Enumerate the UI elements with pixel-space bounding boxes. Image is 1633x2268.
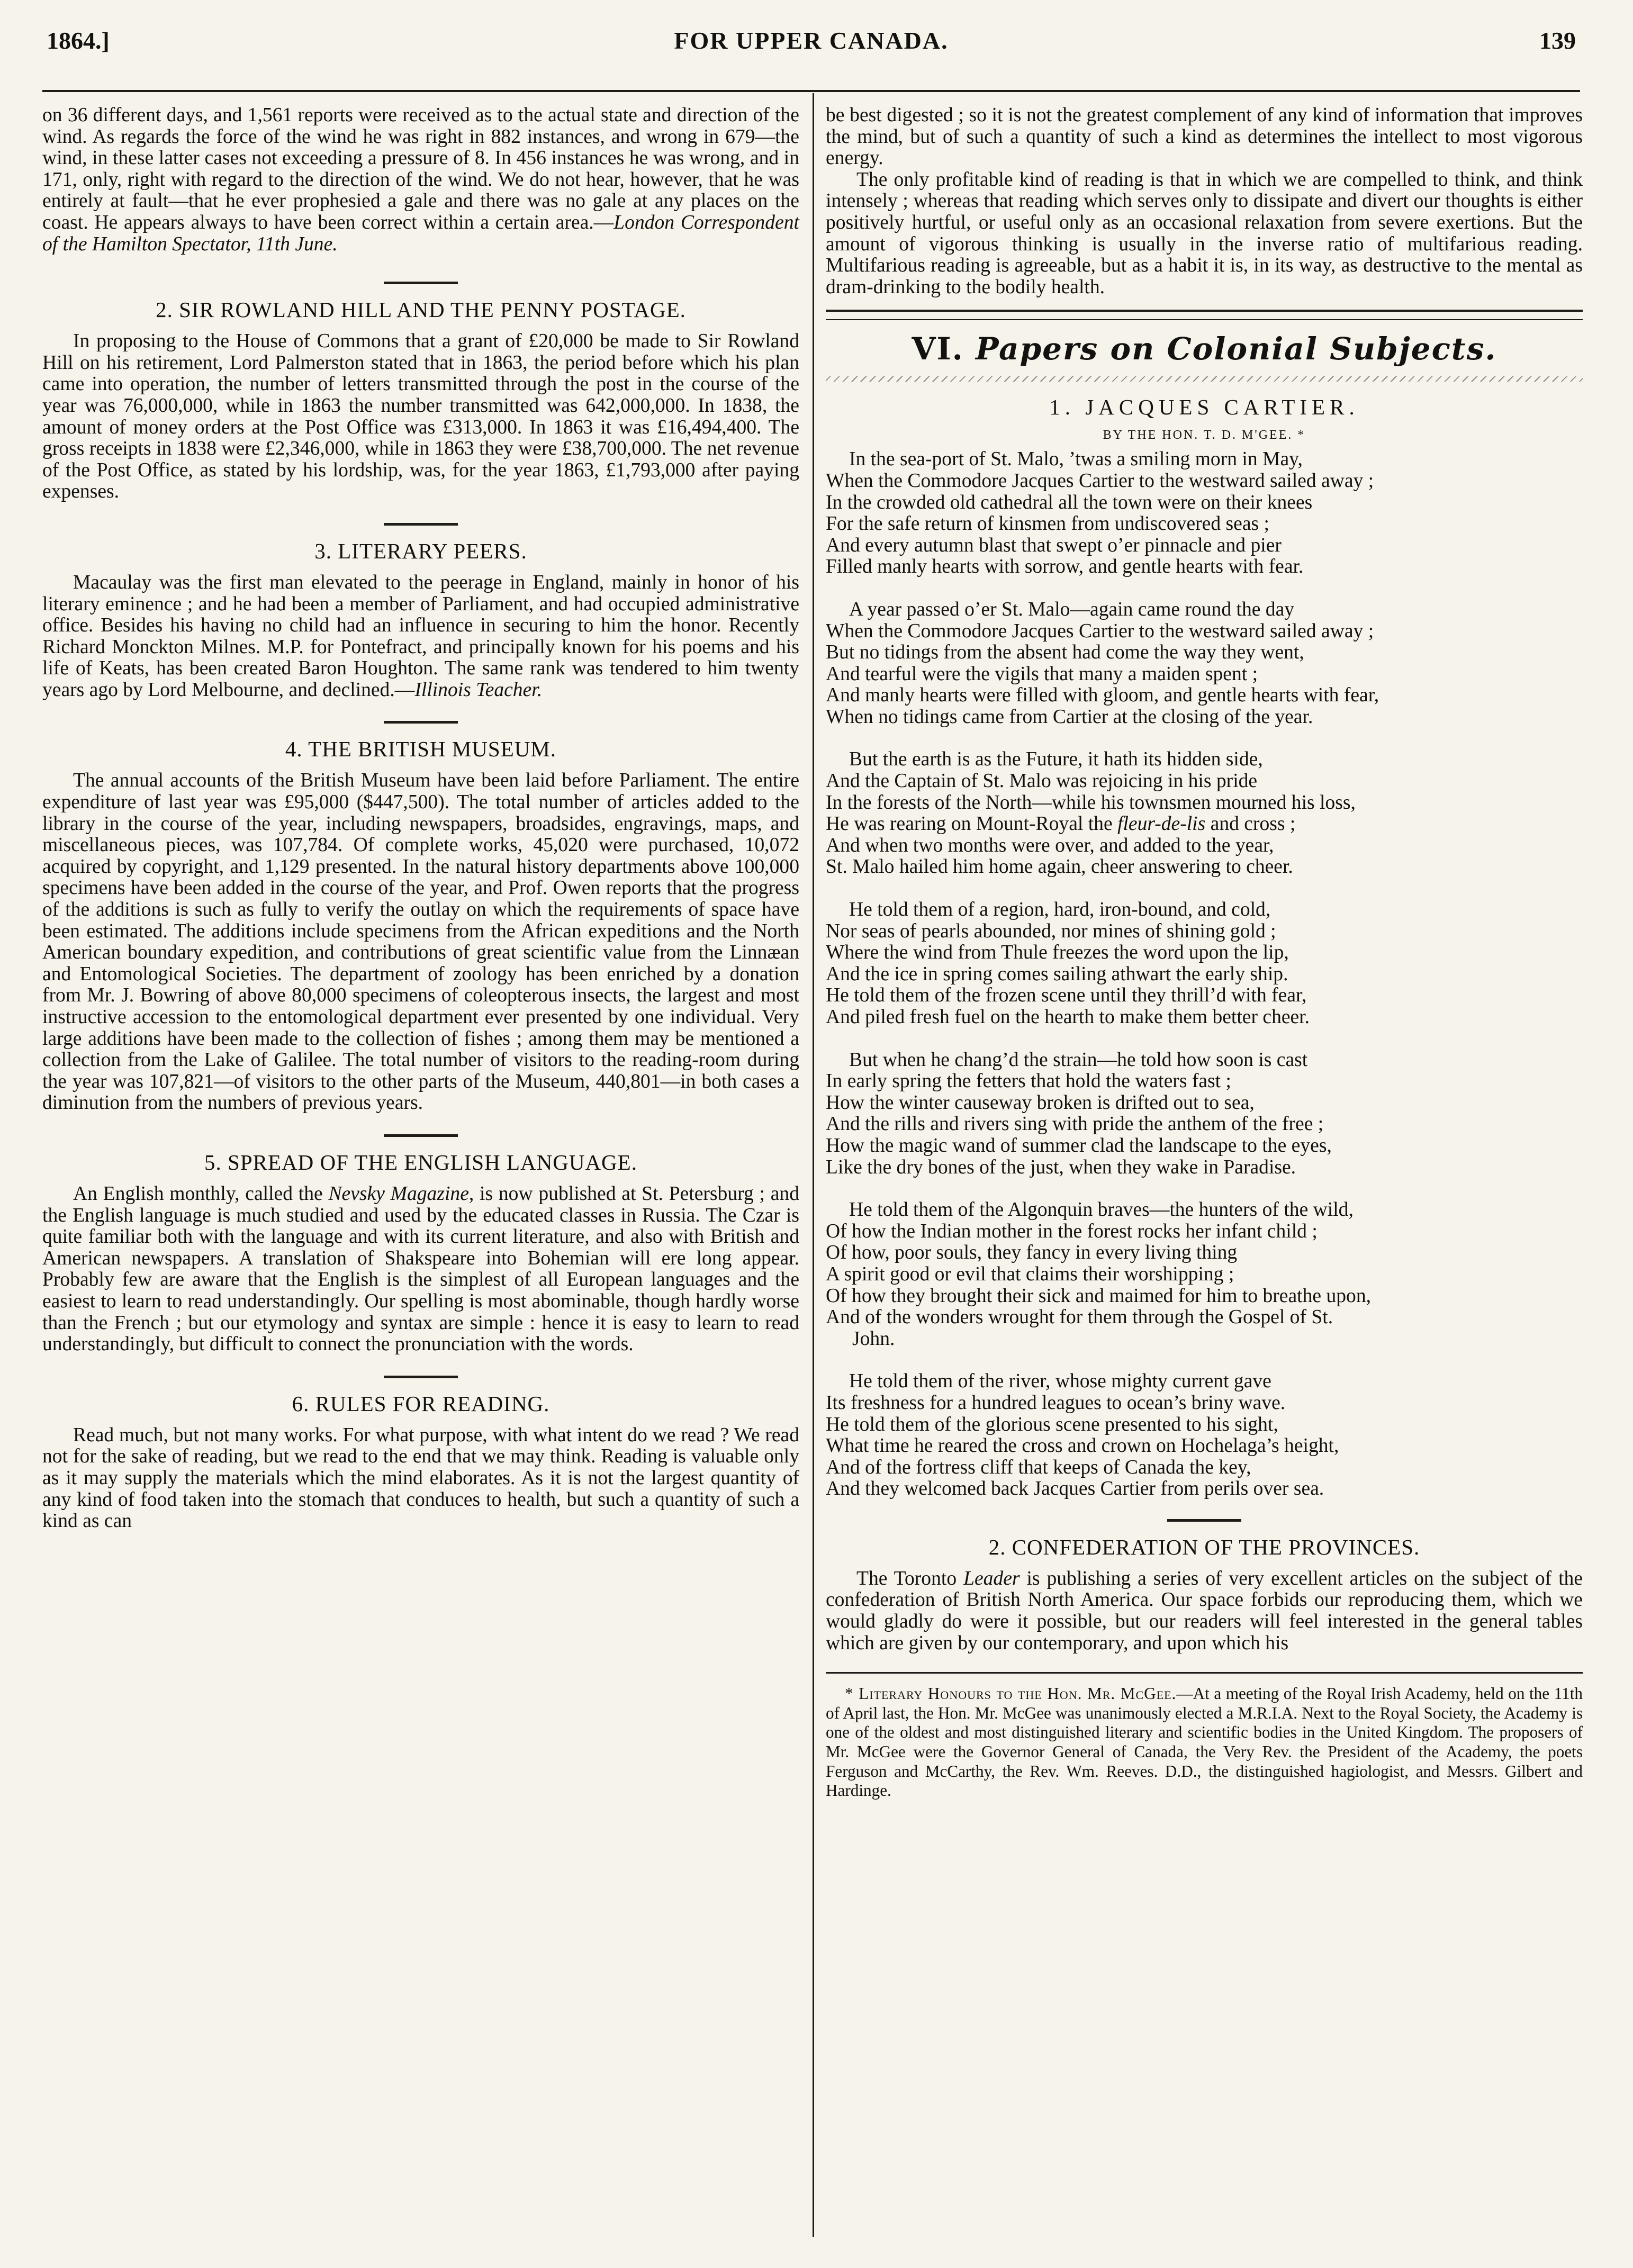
leader-title: Leader — [963, 1567, 1020, 1589]
poem-line: In the forests of the North—while his townsmen mourned his loss, — [826, 791, 1356, 814]
poem-line: A spirit good or evil that claims their worshipping ; — [826, 1263, 1234, 1285]
english-language-text-b: , is now published at St. Petersburg ; and the English language is much studied and used by the educated classes in Russia. The Czar is quite familiar both with the language and with its current literature, and also with British and American newspapers. A translation of Shakspeare into Bohemian will ere long appear. Probably few are aware that the English is the simplest of all European languages and the easiest to learn to read understandingly. Our spelling is most abominable, though hardly worse than the French ; but our etymology and syntax are simple : hence it is easy to learn to read understandingly, but difficult to connect the pronunciation with the words. — [42, 1182, 799, 1356]
poem-line: How the winter causeway broken is drifted out to sea, — [826, 1091, 1255, 1114]
poem-line: Like the dry bones of the just, when they wake in Paradise. — [826, 1156, 1296, 1178]
section-heading-rules-for-reading: 6. RULES FOR READING. — [292, 1391, 550, 1416]
continued-paragraph-text: on 36 different days, and 1,561 reports were received as to the actual state and direction of the wind. As regards the force of the wind he was right in 882 instances, and wrong in 679—the wind, in these latter cases not exceeding a pressure of 8. In 456 instances he was wrong, and in 171, only, right with regard to the direction of the wind. We do not hear, however, that he was entirely at fault—that he ever prophesied a gale and there was no gale at any places on the coast. He appears always to have been correct within a certain area.— — [42, 104, 799, 233]
poem-line: Filled manly hearts with sorrow, and gentle hearts with fear. — [826, 556, 1304, 578]
literary-peers-text: Macaulay was the first man elevated to the peerage in England, mainly in honor of his literary eminence ; and he had been a member of Parliament, and had occupied administrative office. Besides his having no child had an influence in securing to him the honor. Recently Richard Monckton Milnes. M.P. for Pontefract, and principally known for his poems and his life of Keats, has been created Baron Houghton. The same rank was tendered to him twenty years ago by Lord Melbourne, and declined.— — [42, 571, 799, 701]
poem-line: For the safe return of kinsmen from undiscovered seas ; — [826, 513, 1269, 535]
british-museum-paragraph: The annual accounts of the British Museum have been laid before Parliament. The entire expenditure of last year was £95,000 ($447,500). The total number of articles added to the library in the course of the year, including newspapers, broadsides, engravings, maps, and miscellaneous pieces, was 107,784. Of complete works, 45,020 were purchased, 10,072 acquired by copyright, and 1,129 presented. In the natural history departments above 100,000 specimens have been added in the course of the year, and Prof. Owen reports that the progress of the additions is such as fully to verify the outlay on which the requirements of space have been estimated. The additions include specimens from the African expeditions and the North American boundary expedition, and contributions of great scientific value from the Linnæan and Entomological Societies. The department of zoology has been enriched by a donation from Mr. J. Bowring of above 80,000 specimens of coleopterous insects, the largest and most instructive accession to the entomological department ever presented by one individual. Very large additions have been made to the collection of fishes ; among them may be mentioned a collection from the Lake of Galilee. The total number of visitors to the reading-room during the year was 107,821—of visitors to the other parts of the Museum, 440,801—in both cases a diminution from the numbers of previous years. — [42, 770, 799, 1114]
header-year: 1864.] — [47, 27, 110, 54]
confederation-paragraph — [826, 1568, 1583, 1654]
header-rule — [42, 90, 1580, 92]
rules-for-reading-paragraph: Read much, but not many works. For what purpose, with what intent do we read ? We read not for the sake of reading, but we read to the end that we may think. Reading is valuable only as it may supply the materials which the mind elaborates. As it is not the largest quantity of any kind of food taken into the stomach that conduces to health, but such a quantity of such a kind as can — [42, 1424, 799, 1532]
poem-line: He told them of a region, hard, iron-bound, and cold, — [849, 899, 1271, 921]
part-rule-bottom — [826, 376, 1583, 382]
poem-line: But no tidings from the absent had come the way they went, — [826, 641, 1304, 664]
poem-line: How the magic wand of summer clad the landscape to the eyes, — [826, 1134, 1332, 1156]
poem-stanza — [826, 599, 1583, 728]
part-number: VI. — [912, 331, 964, 367]
section-heading-literary-peers: 3. LITERARY PEERS. — [314, 538, 527, 563]
poem-line: And piled fresh fuel on the hearth to make them better cheer. — [826, 1006, 1310, 1028]
continued-paragraph — [42, 105, 799, 255]
footnote-body: —At a meeting of the Royal Irish Academy, held on the 11th of April last, the Hon. Mr. McGee was unanimously elected a M.R.I.A. Next to the Royal Society, the Academy is one of the oldest and most distinguished literary and scientific bodies in the United Kingdom. The proposers of Mr. McGee were the Governor General of Canada, the Very Rev. the President of the Academy, the poets Ferguson and McCarthy, the Rev. Wm. Reeves. D.D., the distinguished hagiologist, and Messrs. Gilbert and Hardinge. — [826, 1684, 1583, 1800]
poem-line: When the Commodore Jacques Cartier to the westward sailed away ; — [826, 620, 1374, 642]
poem-stanza — [826, 1199, 1583, 1350]
poem-line: And manly hearts were filled with gloom, and gentle hearts with fear, — [826, 684, 1379, 707]
part-title — [826, 320, 1583, 376]
poem-line: In the crowded old cathedral all the town were on their knees — [826, 491, 1313, 513]
poem-line: Of how they brought their sick and maimed for him to breathe upon, — [826, 1285, 1372, 1307]
poem-line: And of the fortress cliff that keeps of Canada the key, — [826, 1456, 1251, 1478]
poem-line: He told them of the river, whose mighty current gave — [849, 1370, 1271, 1393]
section-heading-british-museum: 4. THE BRITISH MUSEUM. — [285, 737, 557, 762]
right-column — [826, 105, 1583, 1801]
part-title-text: Papers on Colonial Subjects. — [975, 331, 1497, 367]
poem-stanza — [826, 749, 1583, 878]
nevsky-magazine-title: Nevsky Magazine — [328, 1182, 469, 1205]
poem-line: When the Commodore Jacques Cartier to the westward sailed away ; — [826, 469, 1374, 492]
poem-line: St. Malo hailed him home again, cheer answering to cheer. — [826, 856, 1293, 878]
poem-stanza — [826, 1050, 1583, 1179]
poem-line: What time he reared the cross and crown on Hochelaga’s height, — [826, 1435, 1339, 1457]
poem-line: Of how, poor souls, they fancy in every living thing — [826, 1242, 1238, 1264]
poem-line: Nor seas of pearls abounded, nor mines of shining gold ; — [826, 920, 1276, 942]
poem-stanza — [826, 899, 1583, 1028]
poem-line: And the Captain of St. Malo was rejoicing in his pride — [826, 770, 1258, 792]
poem-line: And tearful were the vigils that many a maiden spent ; — [826, 663, 1258, 685]
section-heading-penny-postage: 2. SIR ROWLAND HILL AND THE PENNY POSTAGE. — [156, 297, 686, 322]
poem-line: But when he chang’d the strain—he told how soon is cast — [849, 1049, 1308, 1071]
penny-postage-paragraph: In proposing to the House of Commons that a grant of £20,000 be made to Sir Rowland Hill on his retirement, Lord Palmerston stated that in 1863, the period before which his plan came into operation, the number of letters transmitted through the post in the course of the year was 76,000,000, while in 1863 the number transmitted was 642,000,000. In 1838, the amount of money orders at the Post Office was £313,000. In 1863 it was £16,494,400. The gross receipts in 1838 were £2,346,000, while in 1863 they were £38,700,000. The net revenue of the Post Office, as stated by his lordship, was, for the year 1863, £1,793,000 after paying expenses. — [42, 330, 799, 503]
english-language-text-a: An English monthly, called the — [73, 1182, 329, 1205]
rules-second-paragraph: The only profitable kind of reading is that in which we are compelled to think, and think intensely ; whereas that reading which serves only to dissipate and divert our thoughts is either positively hurtful, or useful only as an occasional relaxation from severe exertions. But the amount of vigorous thinking is usually in the inverse ratio of multifarious reading. Multifarious reading is agreeable, but as a habit it is, in its way, as destructive to the mental as dram-drinking to the bodily health. — [826, 168, 1583, 298]
poem-line: John. — [852, 1327, 895, 1350]
poem-line: Of how the Indian mother in the forest rocks her infant child ; — [826, 1220, 1318, 1242]
confederation-text-a: The Toronto — [856, 1567, 964, 1589]
footnote-rule — [826, 1672, 1583, 1674]
poem-jacques-cartier — [826, 449, 1583, 1500]
poem-line: He was rearing on Mount-Royal the fleur-de-lis and cross ; — [826, 813, 1296, 835]
section-heading-confederation: 2. CONFEDERATION OF THE PROVINCES. — [988, 1534, 1420, 1559]
poem-line: And they welcomed back Jacques Cartier from perils over sea. — [826, 1478, 1324, 1500]
continued-paragraph-source: London Correspondent of the Hamilton Spectator, 11th June. — [42, 211, 799, 255]
left-column — [42, 105, 799, 1532]
english-language-paragraph — [42, 1183, 799, 1356]
poem-line: Its freshness for a hundred leagues to ocean’s briny wave. — [826, 1391, 1286, 1414]
poem-line: And when two months were over, and added to the year, — [826, 834, 1274, 856]
poem-stanza — [826, 449, 1583, 578]
poem-stanza — [826, 1371, 1583, 1500]
part-rule-top — [826, 310, 1583, 320]
poem-line: He told them of the Algonquin braves—the hunters of the wild, — [849, 1199, 1354, 1221]
poem-line: He told them of the frozen scene until they thrill’d with fear, — [826, 984, 1307, 1007]
column-divider — [813, 93, 814, 2237]
poem-line: And of the wonders wrought for them through the Gospel of St. — [826, 1306, 1333, 1329]
poem-line: He told them of the glorious scene presented to his sight, — [826, 1413, 1278, 1435]
poem-line: And every autumn blast that swept o’er pinnacle and pier — [826, 534, 1282, 556]
page-header — [42, 16, 1580, 79]
poem-line: When no tidings came from Cartier at the closing of the year. — [826, 706, 1313, 728]
literary-peers-source: Illinois Teacher. — [414, 679, 543, 701]
literary-peers-paragraph — [42, 572, 799, 701]
header-page-number: 139 — [1539, 27, 1576, 54]
poem-line: And the rills and rivers sing with pride the anthem of the free ; — [826, 1113, 1324, 1135]
footnote-lead: * Literary Honours to the Hon. Mr. McGee. — [845, 1684, 1177, 1703]
header-title: FOR UPPER CANADA. — [674, 27, 949, 54]
poem-byline: BY THE HON. T. D. M'GEE. * — [1103, 428, 1306, 442]
poem-line: A year passed o’er St. Malo—again came round the day — [849, 598, 1295, 620]
poem-line: And the ice in spring comes sailing athwart the early ship. — [826, 963, 1288, 985]
poem-heading: 1. JACQUES CARTIER. — [1049, 395, 1359, 420]
poem-line: In the sea-port of St. Malo, ’twas a smiling morn in May, — [849, 448, 1303, 471]
poem-line: In early spring the fetters that hold the waters fast ; — [826, 1070, 1231, 1092]
confederation-text-b: is publishing a series of very excellent articles on the subject of the confederation of British North America. Our space forbids our reproducing them, which we would gladly do were it possible, but our readers will feel interested in the general tables which are given by our contemporary, and upon which his — [826, 1567, 1583, 1654]
poem-line: Where the wind from Thule freezes the word upon the lip, — [826, 942, 1289, 964]
section-heading-english-language: 5. SPREAD OF THE ENGLISH LANGUAGE. — [204, 1150, 637, 1174]
poem-line: But the earth is as the Future, it hath its hidden side, — [849, 748, 1263, 771]
rules-continued-paragraph: be best digested ; so it is not the greatest complement of any kind of information that improves the mind, but of such a quantity of such a kind as determines the intellect to most vigorous energy. — [826, 104, 1583, 169]
footnote — [826, 1684, 1583, 1801]
